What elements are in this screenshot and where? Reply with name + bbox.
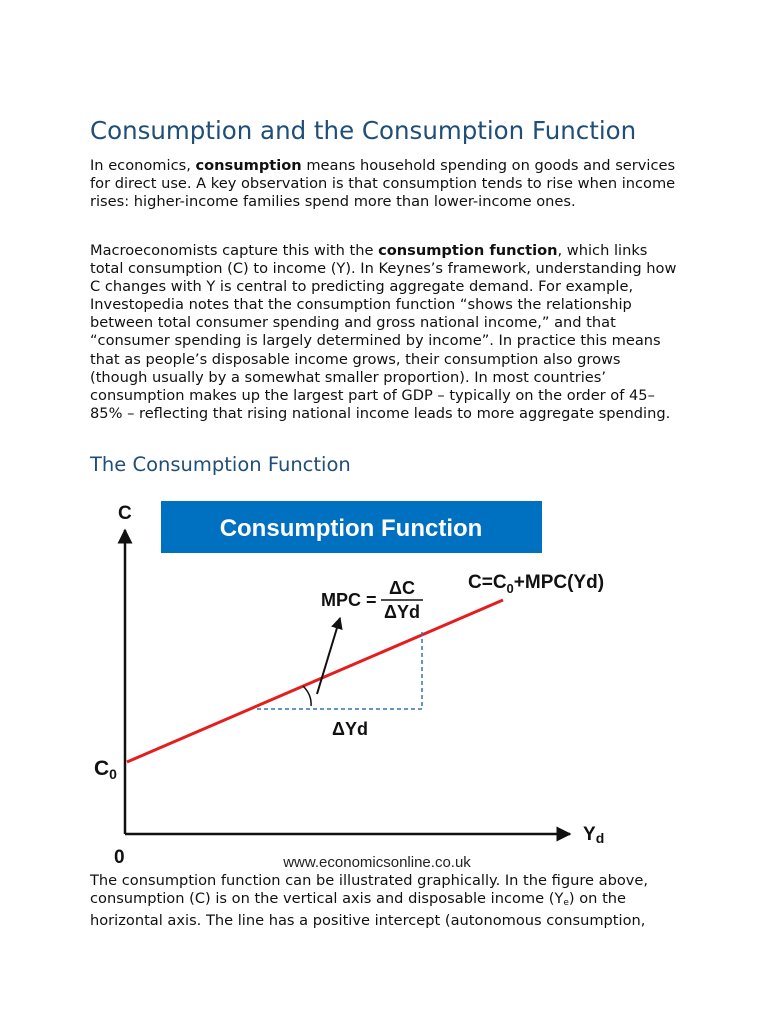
- mpc-denominator: ΔYd: [384, 602, 420, 622]
- p3-text-after: ) on the horizontal axis. The line has a positive intercept (autonomous consumption,: [90, 890, 646, 930]
- consumption-line: [127, 600, 503, 762]
- function-equation: [468, 572, 604, 596]
- mpc-pointer-arrow: [317, 618, 340, 694]
- equation-sub: 0: [506, 581, 514, 596]
- intercept-label: [94, 757, 117, 782]
- p1-text-after: means household spending on goods and services for direct use. A key observation is that consumption tends to rise when income rises: higher-income families spend more than lower-income ones.: [90, 157, 676, 211]
- delta-yd-label: ΔYd: [332, 719, 368, 739]
- x-axis-label-sub: d: [595, 830, 605, 846]
- equation-rhs: +MPC(Yd): [513, 572, 605, 593]
- mpc-numerator: ΔC: [389, 578, 415, 598]
- p3-text-before: The consumption function can be illustrated graphically. In the figure above, consumption (C) is on the vertical axis and disposable income (Y: [90, 872, 649, 908]
- p2-text-before: Macroeconomists capture this with the: [90, 242, 379, 259]
- origin-label: 0: [114, 847, 125, 868]
- p1-text-before: In economics,: [90, 157, 196, 174]
- x-axis-label-main: Y: [583, 824, 596, 845]
- p2-text-after: , which links total consumption (C) to income (Y). In Keynes’s framework, understanding how C changes with Y is central to predicting aggregate demand. For example, Investopedia notes that the consumption function “shows the relationship between total consumer spending and gross national income,” and that “consumer spending is largely determined by income”. In practice this means that as people’s disposable income grows, their consumption also grows (though usually by a somewhat smaller proportion). In most countries’ consumption makes up the largest part of GDP – typically on the order of 45–85% – reflecting that rising national income leads to more aggregate spending.: [90, 242, 677, 422]
- equation-lhs: C=C: [468, 572, 507, 593]
- p2-bold-term: consumption function: [378, 242, 558, 259]
- section-heading: The Consumption Function: [90, 453, 351, 476]
- x-axis-label: [583, 824, 604, 846]
- y-axis-label: C: [118, 503, 132, 524]
- p3-subscript: e: [563, 898, 569, 909]
- intro-paragraph: [90, 157, 680, 211]
- graph-paragraph: [90, 872, 680, 930]
- p1-bold-term: consumption: [195, 157, 302, 174]
- intercept-label-sub: 0: [109, 766, 117, 782]
- intercept-label-main: C: [94, 757, 110, 780]
- banner-title: Consumption Function: [219, 515, 483, 542]
- slope-angle-arc: [303, 686, 311, 706]
- consumption-function-figure: [90, 490, 610, 875]
- page-title: Consumption and the Consumption Function: [90, 116, 637, 145]
- figure-source: www.economicsonline.co.uk: [283, 854, 471, 871]
- mpc-label: MPC =: [321, 590, 377, 610]
- function-paragraph: [90, 242, 680, 423]
